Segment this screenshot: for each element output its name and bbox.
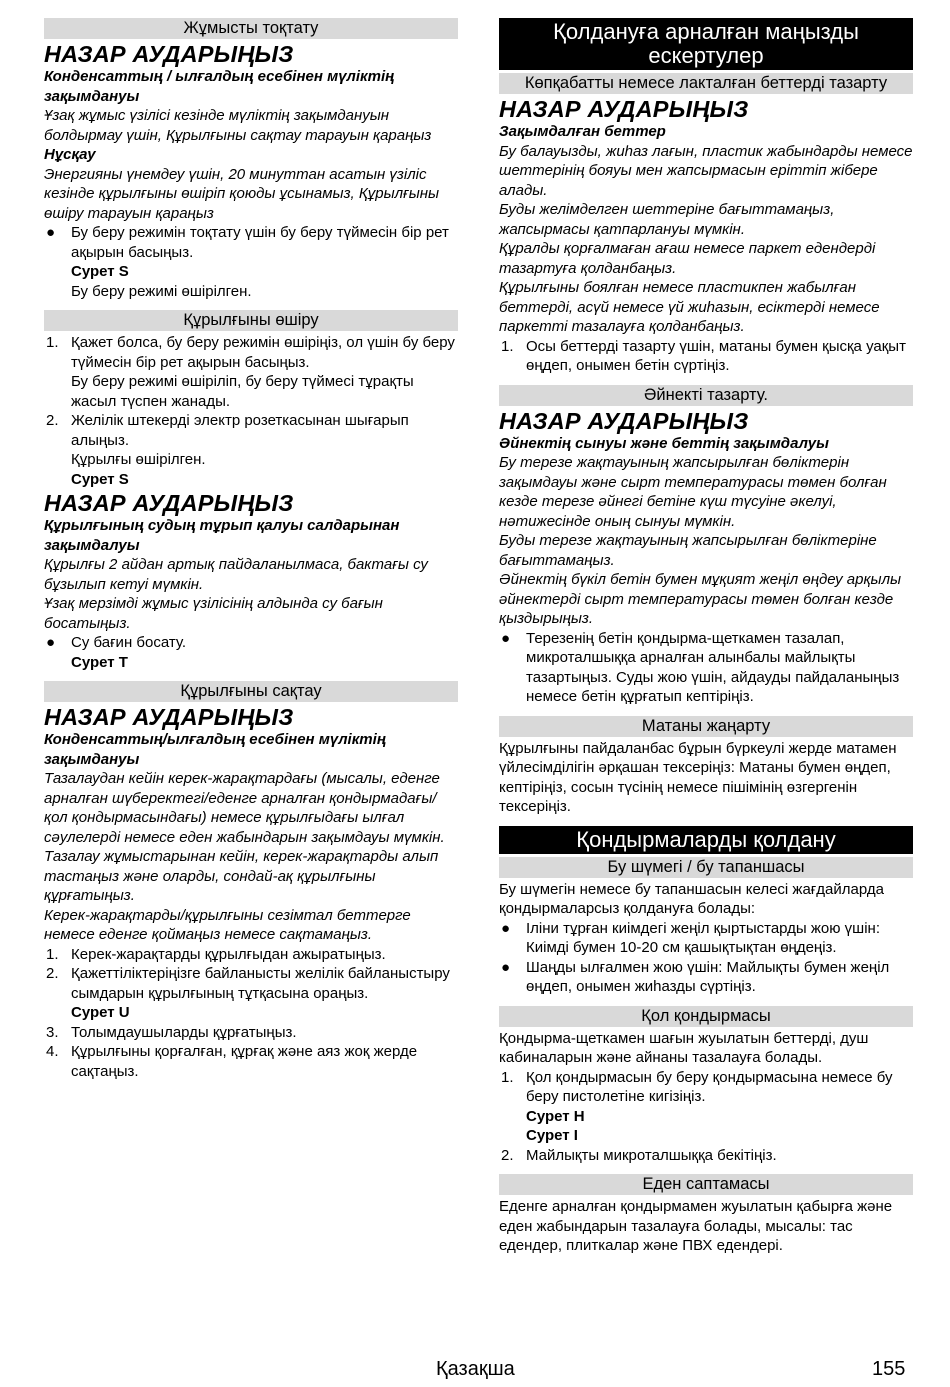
step-result: Құрылғы өшірілген. [71, 451, 206, 468]
list-number: 1. [46, 945, 59, 963]
warning-text: Құрылғыны боялған немесе пластикпен жабылған беттерді, асүй немесе үй жиhазын, есіктерді немесе паркетті тазалауға қолданбаңыз. [499, 279, 880, 335]
figure-reference: Сурет S [71, 470, 129, 488]
warning-heading: НАЗАР АУДАРЫҢЫЗ [44, 490, 294, 516]
page-number: 155 [872, 1358, 906, 1380]
warning-text: Құрылғы 2 айдан артық пайдаланылмаса, бактағы су бұзылып кетуі мүмкін. [44, 556, 428, 593]
left-column [44, 18, 458, 1081]
list-item [499, 629, 913, 707]
note-text: Энергияны үнемдеу үшін, 20 минуттан асатын үзіліс кезінде құрылғыны өшіріп қоюды ұсынамыз, Құрылғыны өшіру тарауын қараңыз [44, 165, 440, 222]
figure-reference: Сурет H [526, 1107, 585, 1125]
warning-text: Буды терезе жақтауының жапсырылған бөліктеріне бағыттамаңыз. [499, 532, 877, 569]
figure-reference: Сурет I [526, 1127, 578, 1144]
section-heading-stop-work: Жұмысты тоқтату [44, 18, 458, 39]
warning-text: Ұзақ мерзімді жұмыс үзілісінің алдында су бағын босатыңыз. [44, 595, 383, 632]
chapter-heading-accessories: Қондырмаларды қолдану [499, 826, 913, 854]
section-heading-switch-off: Құрылғыны өшіру [44, 310, 458, 331]
body-text: Құрылғыны пайдаланбас бұрын бүркеулі жерде матамен үйлесімділігін әрқашан тексеріңіз: Матаны бумен өңдеп, кептіріңіз, сосын түсінің немесе пішімінің өзгергенін тексеріңіз. [499, 739, 897, 815]
section-heading-lacquered-surfaces: Көпқабатты немесе лакталған беттерді тазарту [499, 73, 913, 94]
bullet-icon: ● [501, 958, 511, 976]
body-text: Еденге арналған қондырмамен жуылатын қабырға және еден жабындарын тазалауға болады, мысалы: тас едендер, плиткалар және ПВХ едендері. [499, 1198, 893, 1254]
bullet-icon: ● [501, 629, 511, 647]
warning-heading: НАЗАР АУДАРЫҢЫЗ [499, 96, 749, 122]
list-item [44, 964, 458, 1023]
warning-heading: НАЗАР АУДАРЫҢЫЗ [499, 407, 749, 434]
list-number: 3. [46, 1023, 59, 1041]
list-number: 2. [501, 1146, 514, 1164]
list-item [44, 223, 458, 301]
body-text: Бу шүмегін немесе бу тапаншасын келесі жағдайларда қондырмаларсыз қолдануға болады: [499, 880, 884, 917]
list-number: 4. [46, 1043, 59, 1060]
warning-subject: Конденсаттың/ылғалдың есебінен мүліктің зақымдануы [44, 731, 386, 768]
bullet-icon: ● [501, 919, 511, 937]
section-heading-fabric-refresh: Матаны жаңарту [499, 716, 913, 737]
list-number: 1. [501, 1068, 514, 1086]
warning-subject: Зақымдалған беттер [499, 123, 666, 140]
step-result: Бу беру режимі өшіріліп, бу беру түймесі тұрақты жасыл түспен жанады. [71, 373, 414, 410]
list-item [44, 633, 458, 672]
list-item-text: Керек-жарақтарды құрылғыдан ажыратыңыз. [71, 945, 386, 963]
warning-subject: Әйнектің сынуы және беттің зақымдалуы [499, 434, 829, 452]
figure-reference: Сурет T [71, 653, 128, 671]
section-heading-floor-nozzle: Еден саптамасы [499, 1174, 913, 1195]
warning-text: Бу терезе жақтауының жапсырылған бөліктерін зақымдауы және сырт температурасы төмен болған кезде терезе әйнегі бетіне күш түсуіне әкелуі, нәтижесінде оның сынуы мүмкін. [499, 454, 887, 530]
list-item [499, 919, 913, 958]
figure-reference: Сурет S [71, 263, 129, 280]
list-item-text: Қажеттіліктеріңізге байланысты желілік байланыстыру сымдарын құрылғының тұтқасына ораңыз. [71, 965, 450, 1002]
list-item-text: Желілік штекерді электр розеткасынан шығарып алыңыз. [71, 412, 409, 449]
warning-text: Әйнектің бүкіл бетін бумен мұқият жеңіл өңдеу арқылы әйнектерді сырт температурасы төмен болған кезде қыздырыңыз. [499, 571, 902, 627]
bullet-icon: ● [46, 224, 56, 241]
list-number: 2. [46, 965, 59, 982]
footer-language: Қазақша [436, 1358, 515, 1380]
list-item-text: Осы беттерді тазарту үшін, матаны бумен қысқа уақыт өңдеп, онымен бетін сүртіңіз. [526, 337, 906, 374]
list-item [44, 945, 458, 965]
list-item-text: Іліни тұрған киімдегі жеңіл қыртыстарды жою үшін: Киімді бумен 10-20 см қашықтықтан өңдеңіз. [526, 919, 880, 956]
list-number: 2. [46, 412, 59, 429]
list-item-text: Шаңды ылғалмен жою үшін: Майлықты бумен жеңіл өңдеп, онымен жиhазды сүртіңіз. [526, 958, 890, 995]
bullet-icon: ● [46, 634, 56, 651]
section-heading-storage: Құрылғыны сақтау [44, 681, 458, 702]
list-item [44, 1023, 458, 1043]
list-number: 1. [501, 337, 514, 355]
warning-text: Тазалаудан кейін керек-жарақтардағы (мысалы, еденге арналған шүберектегі/еденге арналған қондырмадағы/қол қондырмасындағы) немесе құрылғыдағы ылғал сәулелерді немесе еден жабындарын зақымдауы мүмкін. [44, 770, 445, 846]
note-label: Нұсқау [44, 146, 96, 163]
step-result: Бу беру режимі өшірілген. [71, 282, 252, 300]
list-item-text: Қол қондырмасын бу беру қондырмасына немесе бу беру пистолетіне кигізіңіз. [526, 1068, 893, 1105]
list-item [44, 333, 458, 411]
warning-subject: Құрылғының судың тұрып қалуы салдарынан зақымдалуы [44, 517, 400, 554]
warning-text: Тазалау жұмыстарынан кейін, керек-жарақтарды алып тастаңыз және оларды, сондай-ақ құрылғыны құрғатыңыз. [44, 848, 439, 904]
warning-text: Құралды қорғалмаған ағаш немесе паркет едендерді тазартуға қолданбаңыз. [499, 240, 876, 277]
warning-text: Ұзақ жұмыс үзілісі кезінде мүліктің зақымдануын болдырмау үшін, Құрылғыны сақтау тарауын қараңыз [44, 107, 432, 144]
warning-text: Бу балауызды, жиһаз лағын, пластик жабындарды немесе шеттерінің бояуы мен жапсырмасын еріттіп жібере алады. [499, 142, 913, 199]
list-item-text: Толымдаушыларды құрғатыңыз. [71, 1023, 297, 1041]
list-item-text: Құрылғыны қорғалған, құрғақ және аяз жоқ жерде сақтаңыз. [71, 1043, 418, 1080]
list-item [499, 337, 913, 376]
list-item-text: Бу беру режимін тоқтату үшін бу беру түймесін бір рет ақырын басыңыз. [71, 224, 449, 261]
warning-text: Керек-жарақтарды/құрылғыны сезімтал беттерге немесе еденге қоймаңыз немесе сақтамаңыз. [44, 906, 411, 943]
section-heading-glass-cleaning: Әйнекті тазарту. [499, 385, 913, 406]
body-text: Қондырма-щеткамен шағын жуылатын беттерді, душ кабиналарын және айнаны тазалауға болады. [499, 1029, 869, 1066]
section-heading-hand-nozzle: Қол қондырмасы [499, 1006, 913, 1027]
section-heading-steam-nozzle: Бу шүмегі / бу тапаншасы [499, 857, 913, 878]
warning-heading: НАЗАР АУДАРЫҢЫЗ [44, 41, 294, 67]
list-item-text: Қажет болса, бу беру режимін өшіріңіз, ол үшін бу беру түймесін бір рет ақырын басыңыз. [71, 334, 455, 371]
list-item-text: Терезенің бетін қондырма-щеткамен тазалап, микроталшыққа арналған алынбалы майлықты тазартыңыз. Суды жою үшін, айдауды пайдаланыңыз немесе бетін құрғатып кептіріңіз. [526, 629, 900, 705]
list-number: 1. [46, 334, 59, 351]
list-item [44, 1042, 458, 1081]
list-item [44, 411, 458, 489]
list-item [499, 1068, 913, 1146]
figure-reference: Сурет U [71, 1004, 130, 1021]
warning-subject: Конденсаттың / ылғалдың есебінен мүліктің зақымдануы [44, 68, 395, 105]
list-item-text: Су бағин босату. [71, 634, 187, 651]
list-item-text: Майлықты микроталшыққа бекітіңіз. [526, 1146, 777, 1164]
chapter-heading-important-notes: Қолдануға арналған маңызды ескертулер [499, 18, 913, 70]
right-column [499, 18, 913, 1256]
list-item [499, 1146, 913, 1166]
list-item [499, 958, 913, 997]
warning-text: Буды желімделген шеттеріне бағыттамаңыз, жапсырмасы қатпарлануы мүмкін. [499, 201, 835, 238]
warning-heading: НАЗАР АУДАРЫҢЫЗ [44, 704, 294, 730]
